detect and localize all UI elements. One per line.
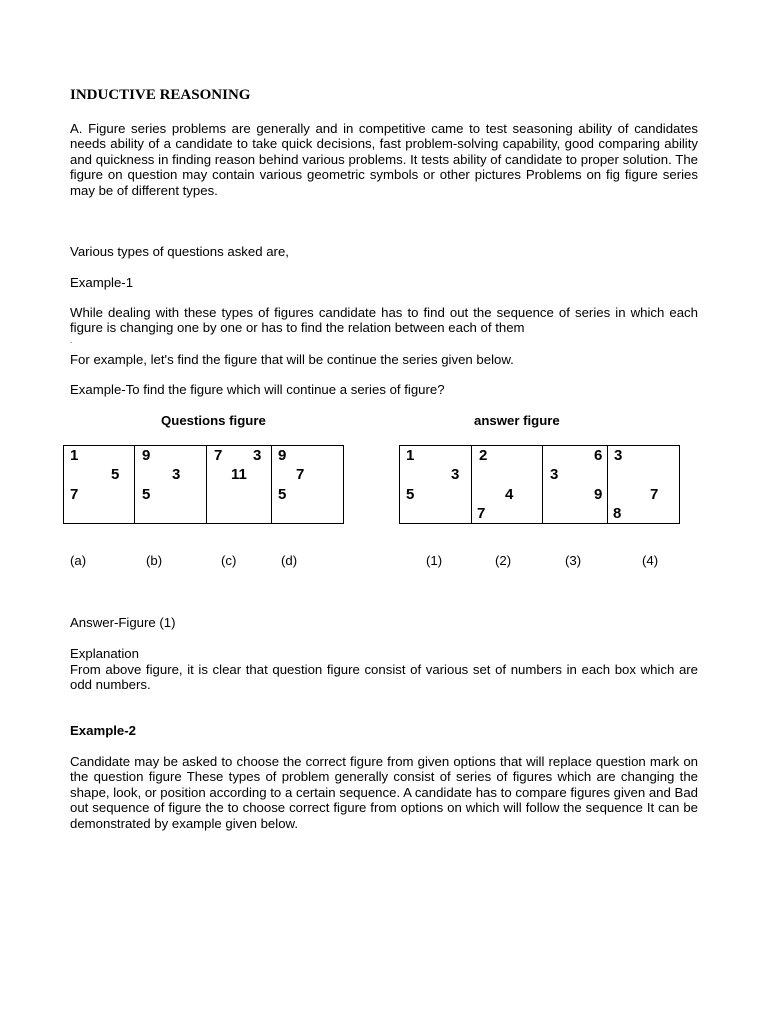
figure-number: 5 [111, 466, 120, 483]
answer-figure-2[interactable] [472, 446, 543, 524]
example1-task: Example-To find the figure which will continue a series of figure? [70, 382, 445, 397]
question-label-c: (c) [221, 553, 237, 568]
figure-number: 1 [70, 447, 79, 464]
answer-figure-heading: answer figure [474, 413, 560, 428]
figure-number: 5 [278, 486, 287, 503]
question-label-a: (a) [70, 553, 87, 568]
question-figure-d[interactable] [272, 446, 344, 524]
question-figure-c[interactable] [207, 446, 272, 524]
answer-text: Answer-Figure (1) [70, 615, 176, 630]
figure-number: 9 [278, 447, 287, 464]
figure-number: 7 [650, 486, 659, 503]
page-title: INDUCTIVE REASONING [70, 87, 251, 103]
question-figures-table [63, 445, 344, 524]
for-example-text: For example, let's find the figure that will be continue the series given below. [70, 352, 514, 367]
figure-number: 7 [477, 505, 486, 522]
example1-dot: . [70, 336, 73, 345]
figure-number: 7 [70, 486, 79, 503]
figure-number: 11 [231, 466, 247, 483]
questions-figure-heading: Questions figure [161, 413, 266, 428]
figure-number: 1 [406, 447, 415, 464]
question-figure-a[interactable] [64, 446, 135, 524]
answer-label-1: (1) [426, 553, 443, 568]
example2-heading: Example-2 [70, 723, 136, 738]
answer-label-4: (4) [642, 553, 659, 568]
question-label-b: (b) [146, 553, 163, 568]
figure-number: 5 [406, 486, 415, 503]
answer-label-3: (3) [565, 553, 582, 568]
figure-number: 3 [550, 466, 559, 483]
figure-number: 7 [214, 447, 223, 464]
example1-text: While dealing with these types of figures candidate has to find out the sequence of series in which each figure is changing one by one or has to find the relation between each of them [70, 305, 698, 336]
answer-figures-table [399, 445, 680, 524]
explanation-text: From above figure, it is clear that question figure consist of various set of numbers in each box which are odd numbers. [70, 662, 698, 693]
figure-number: 8 [613, 505, 622, 522]
figure-number: 9 [142, 447, 151, 464]
figure-number: 6 [594, 447, 603, 464]
answer-label-2: (2) [495, 553, 512, 568]
various-types-text: Various types of questions asked are, [70, 244, 289, 259]
explanation-heading: Explanation [70, 646, 139, 661]
figure-number: 4 [505, 486, 514, 503]
figure-number: 2 [479, 447, 488, 464]
answer-figure-3[interactable] [543, 446, 608, 524]
question-label-d: (d) [281, 553, 298, 568]
example1-heading: Example-1 [70, 275, 134, 290]
question-figure-b[interactable] [135, 446, 207, 524]
figure-number: 3 [253, 447, 262, 464]
figure-number: 9 [594, 486, 603, 503]
intro-paragraph: A. Figure series problems are generally and in competitive came to test seasoning ability of candidates needs ability of a candidate to take quick decisions, fast problem-solving capability, good comparing ability and quickness in finding reason behind various problems. It tests ability of candidate to proper solution. The figure on question may contain various geometric symbols or other pictures Problems on fig figure series may be of different types. [70, 121, 698, 198]
figure-number: 3 [172, 466, 181, 483]
figure-number: 7 [296, 466, 305, 483]
figure-number: 3 [614, 447, 623, 464]
answer-figure-1[interactable] [400, 446, 472, 524]
figure-number: 5 [142, 486, 151, 503]
answer-figure-4[interactable] [608, 446, 680, 524]
example2-text: Candidate may be asked to choose the correct figure from given options that will replace question mark on the question figure These types of problem generally consist of series of figures which are changing the shape, look, or position according to a certain sequence. A candidate has to compare figures given and Bad out sequence of figure the to choose correct figure from options on which will follow the sequence It can be demonstrated by example given below. [70, 754, 698, 831]
figure-number: 3 [451, 466, 460, 483]
